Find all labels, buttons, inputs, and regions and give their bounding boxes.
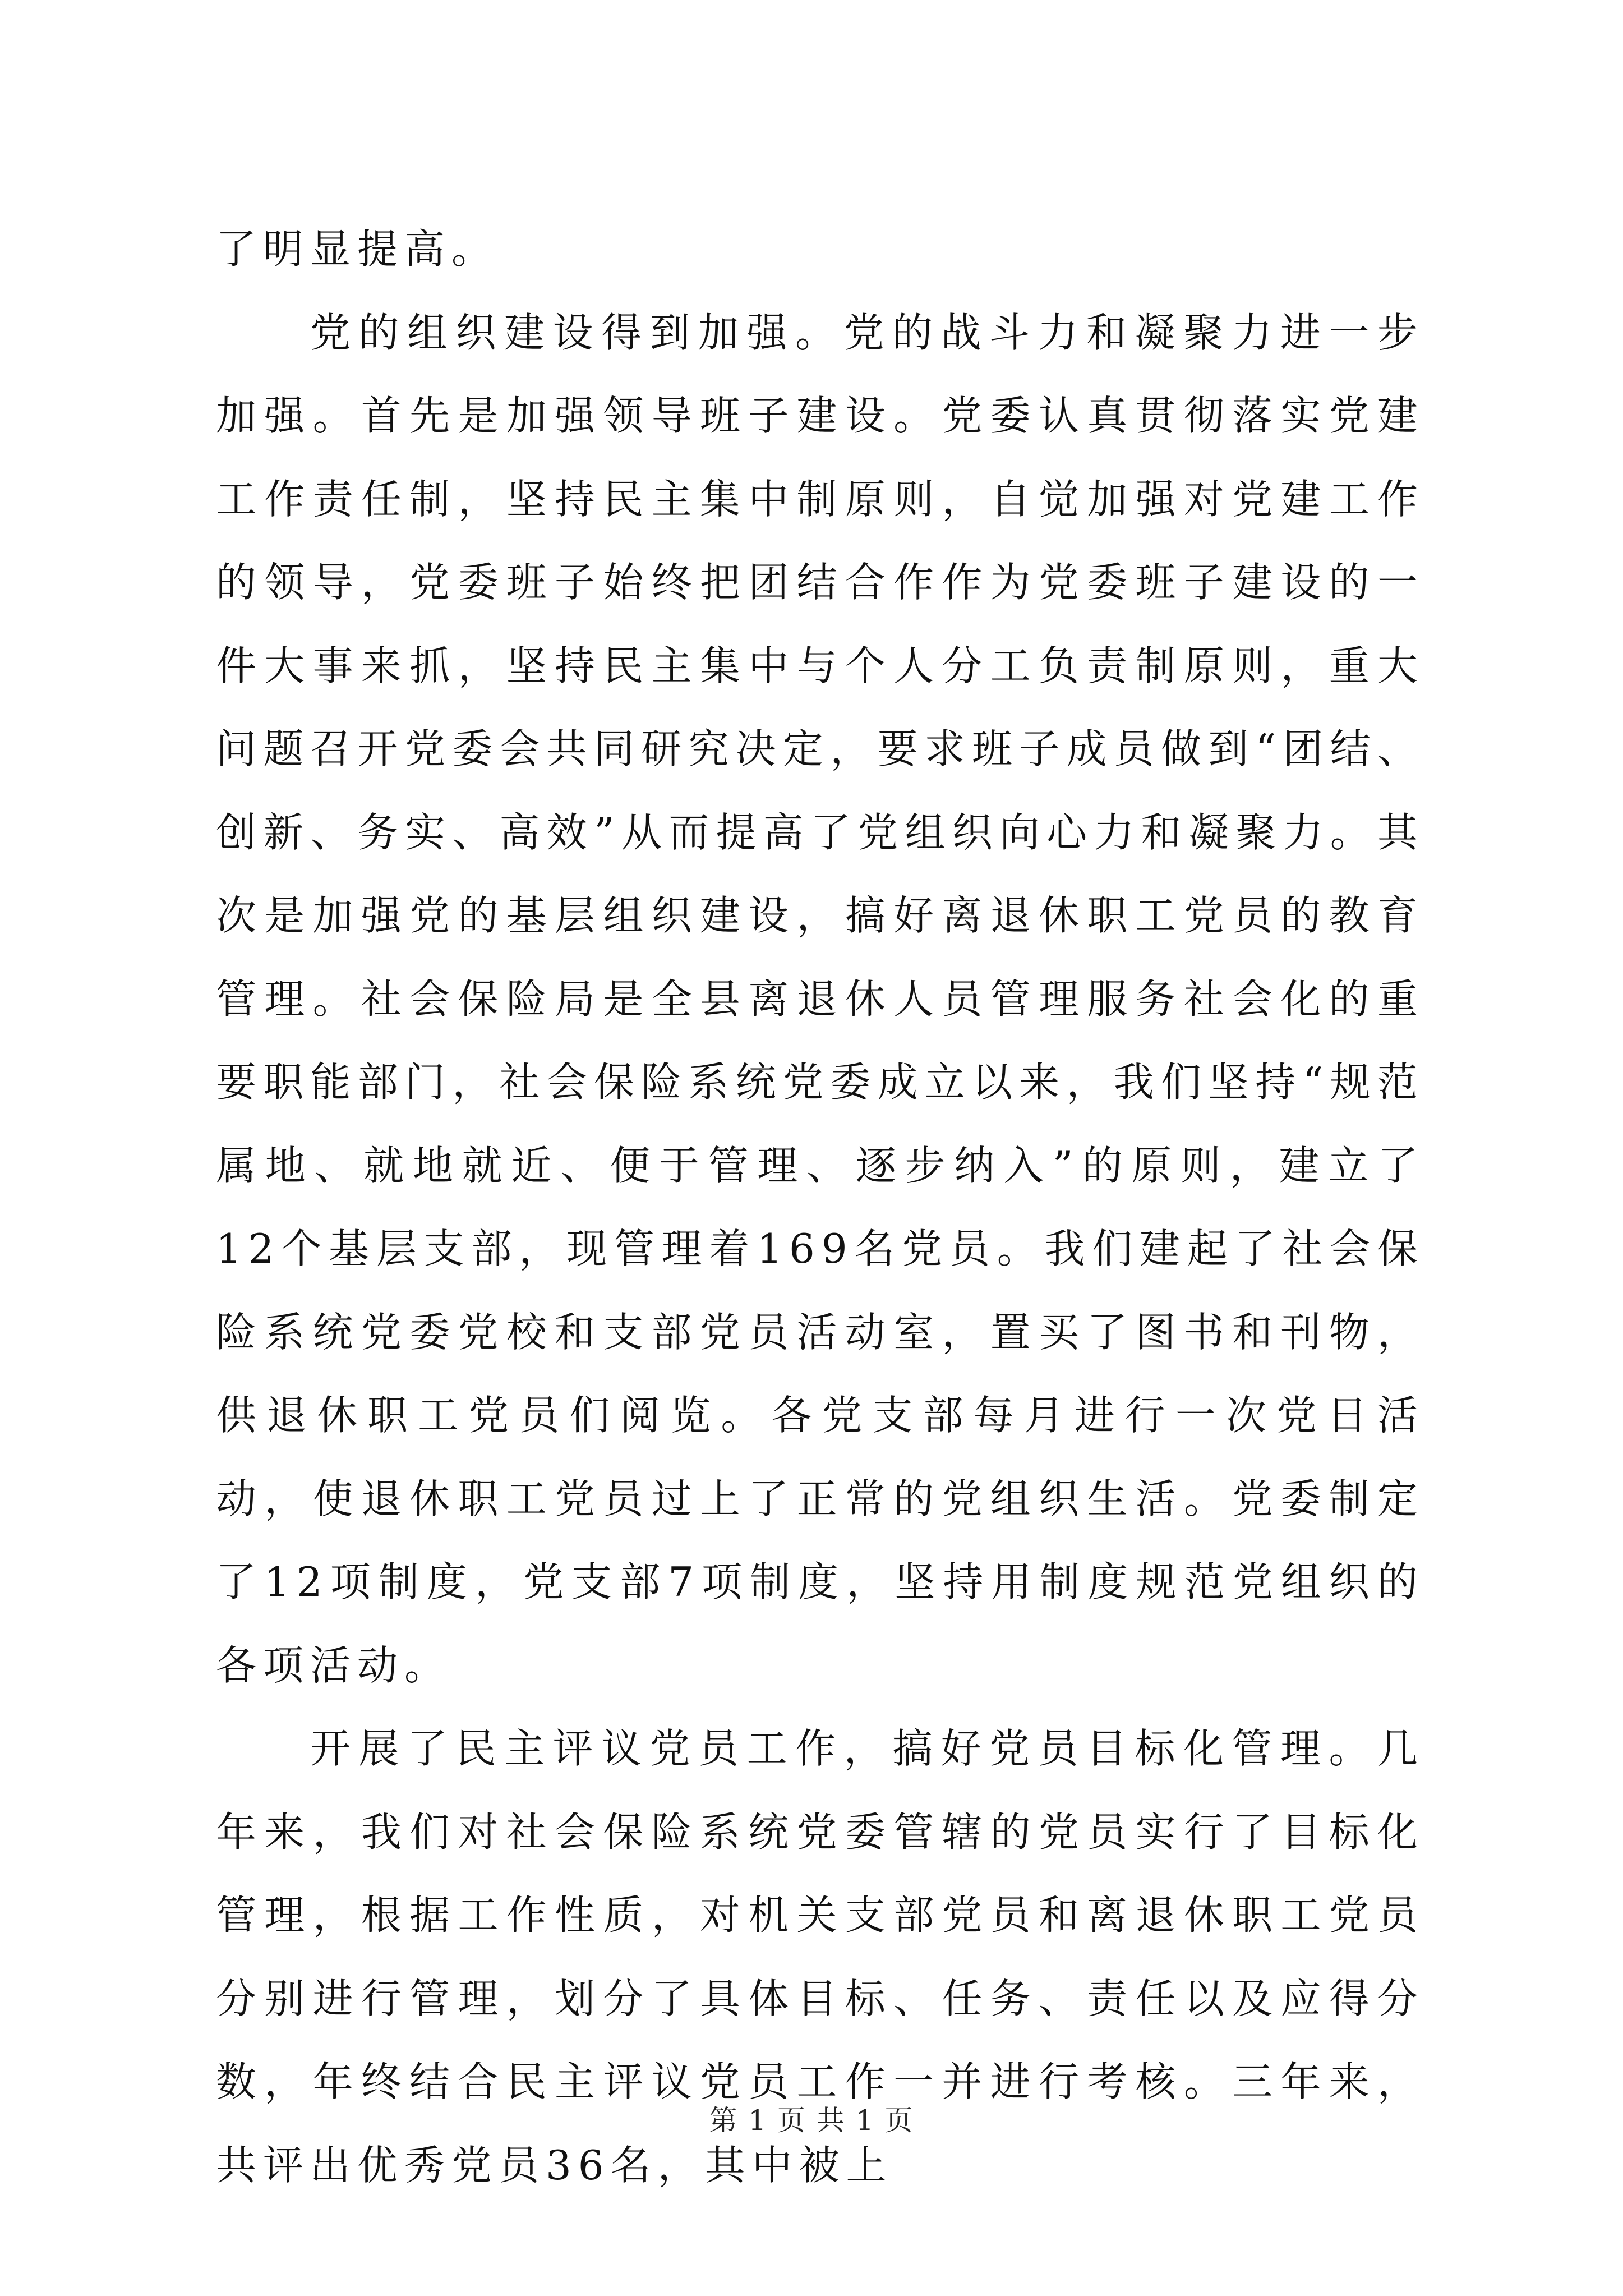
- paragraph-continuation: 了明显提高。: [216, 226, 499, 273]
- document-body: [216, 208, 1424, 2207]
- paragraph-organization-building: 党的组织建设得到加强。党的战斗力和凝聚力进一步加强。首先是加强领导班子建设。党委认真贯彻落实党建工作责任制，坚持民主集中制原则，自觉加强对党建工作的领导，党委班子始终把团结合作作为党委班子建设的一件大事来抓，坚持民主集中与个人分工负责制原则，重大问题召开党委会共同研究决定，要求班子成员做到“团结、创新、务实、高效”从而提高了党组织向心力和凝聚力。其次是加强党的基层组织建设，搞好离退休职工党员的教育管理。社会保险局是全县离退休人员管理服务社会化的重要职能部门，社会保险系统党委成立以来，我们坚持“规范属地、就地就近、便于管理、逐步纳入”的原则，建立了12个基层支部，现管理着169名党员。我们建起了社会保险系统党委党校和支部党员活动室，置买了图书和刊物，供退休职工党员们阅览。各党支部每月进行一次党日活动，使退休职工党员过上了正常的党组织生活。党委制定了12项制度，党支部7项制度，坚持用制度规范党组织的各项活动。: [216, 309, 1424, 1689]
- paragraph-democratic-evaluation: 开展了民主评议党员工作，搞好党员目标化管理。几年来，我们对社会保险系统党委管辖的党员实行了目标化管理，根据工作性质，对机关支部党员和离退休职工党员分别进行管理，划分了具体目标、任务、责任以及应得分数，年终结合民主评议党员工作一并进行考核。三年来，共评出优秀党员36名，其中被上: [216, 1725, 1424, 2189]
- page-number-footer: 第 1 页 共 1 页: [709, 2104, 914, 2137]
